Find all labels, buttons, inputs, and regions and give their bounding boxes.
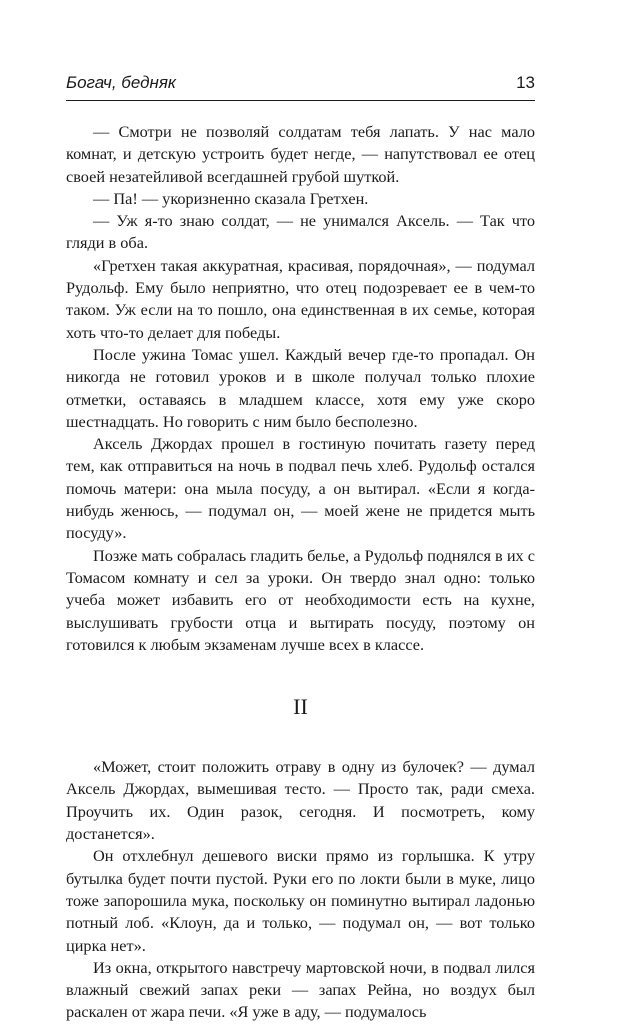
paragraph: «Может, стоит положить отраву в одну из булочек? — думал Аксель Джордах, вымешивая тесто. — Просто так, ради смеха. Проучить их. Один разок, сегодня. И посмотреть, кому достанется». (66, 757, 535, 844)
paragraph: «Гретхен такая аккуратная, красивая, порядочная», — подумал Рудольф. Ему было неприятно, что отец подозревает ее в чем-то таком. Уж если на то пошло, она единственная в их семье, которая хоть что-то делает для победы. (66, 255, 535, 342)
page-number: 13 (516, 73, 535, 92)
body-text (66, 121, 535, 1024)
book-page (66, 72, 535, 1024)
running-title: Богач, бедняк (66, 73, 176, 92)
paragraph: — Уж я-то знаю солдат, — не унимался Аксель. — Так что гляди в оба. (66, 211, 535, 253)
paragraph: Аксель Джордах прошел в гостиную почитать газету перед тем, как отправиться на ночь в подвал печь хлеб. Рудольф остался помочь матери: она мыла посуду, а он вытирал. «Если я когда-нибудь женюсь, — подумал он, — моей жене не придется мыть посуду». (66, 434, 535, 543)
section-heading: II (293, 694, 308, 720)
paragraph: Позже мать собралась гладить белье, а Рудольф поднялся в их с Томасом комнату и сел за уроки. Он твердо знал одно: только учеба может избавить его от необходимости есть на кухне, выслушивать грубости отца и вытирать посуду, поэтому он готовился к любым экзаменам лучше всех в классе. (66, 545, 535, 654)
paragraph: Он отхлебнул дешевого виски прямо из горлышка. К утру бутылка будет почти пустой. Руки его по локти были в муке, лицо тоже запорошила мука, поскольку он поминутно вытирал ладонью потный лоб. «Клоун, да и только, — подумал он, — вот только цирка нет». (66, 846, 535, 955)
running-header (66, 72, 535, 101)
paragraph: — Па! — укоризненно сказала Гретхен. (93, 188, 369, 208)
paragraph: После ужина Томас ушел. Каждый вечер где-то пропадал. Он никогда не готовил уроков и в школе получал только плохие отметки, оставаясь в младшем классе, хотя ему уже скоро шестнадцать. Но говорить с ним было бесполезно. (66, 344, 535, 431)
paragraph: — Смотри не позволяй солдатам тебя лапать. У нас мало комнат, и детскую устроить будет негде, — напутствовал ее отец своей незатейливой всегдашней грубой шуткой. (66, 122, 535, 186)
paragraph: Из окна, открытого навстречу мартовской ночи, в подвал лился влажный свежий запах реки — запах Рейна, но воздух был раскален от жара печи. «Я уже в аду, — подумалось (66, 957, 535, 1022)
